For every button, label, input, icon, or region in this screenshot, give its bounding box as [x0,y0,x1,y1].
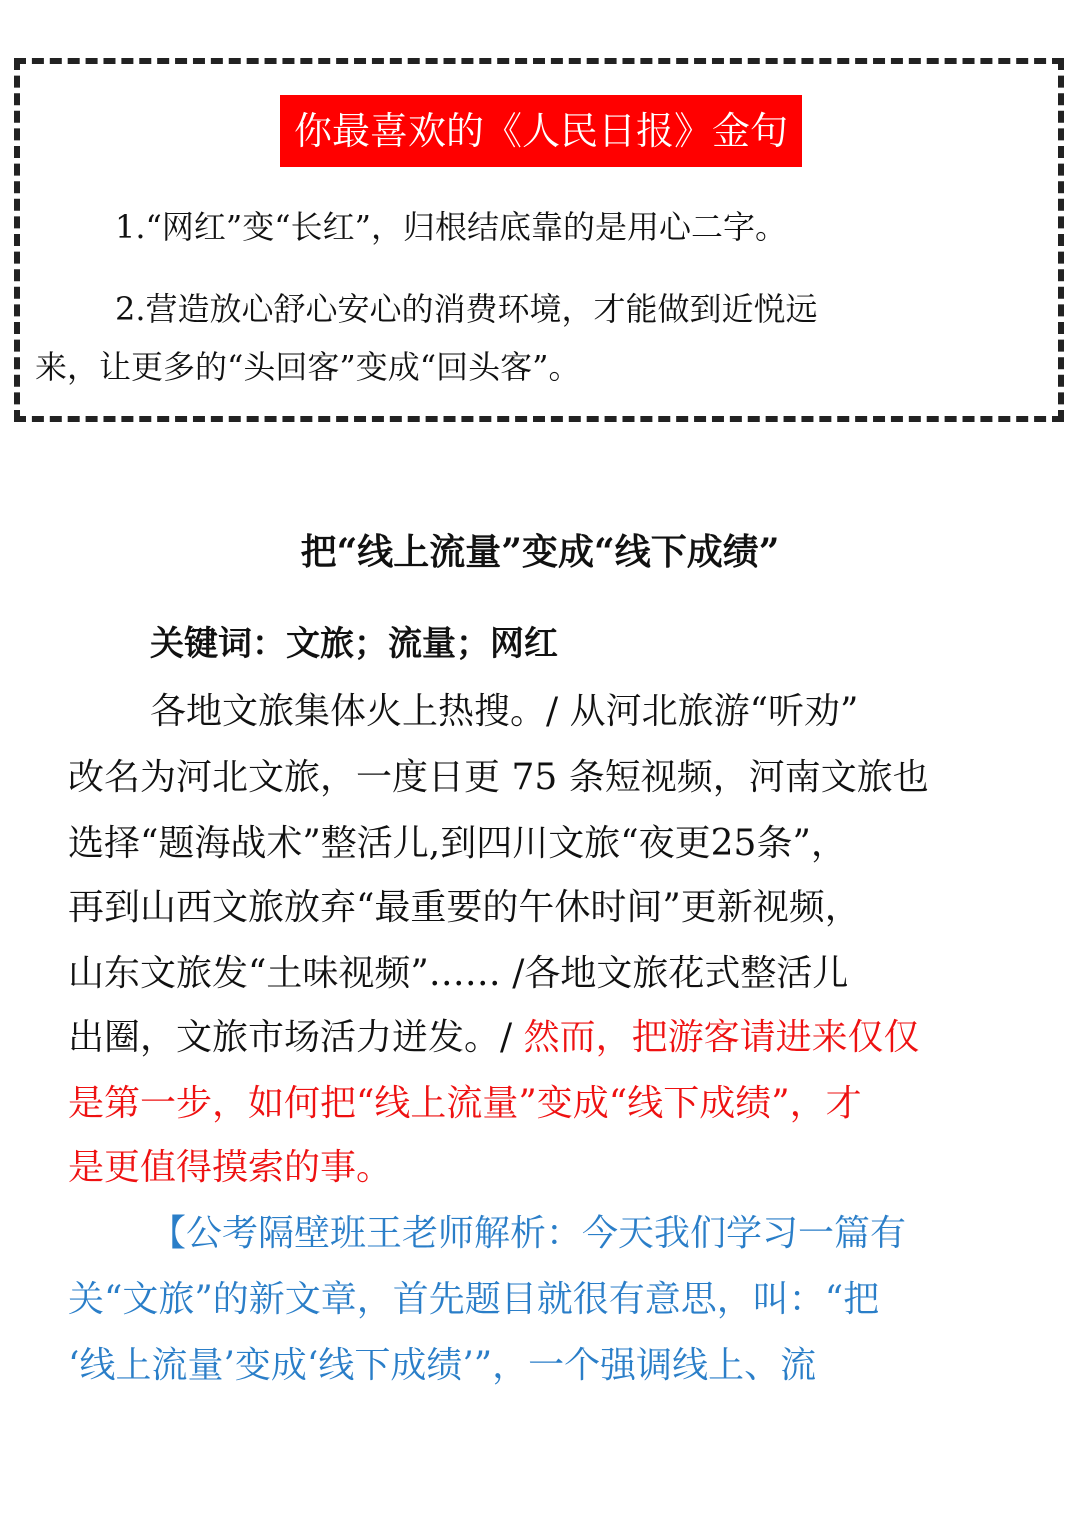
body-line-1: 各地文旅集体火上热搜。/ 从河北旅游“听劝” [150,691,859,732]
analysis-line-2: 关“文旅”的新文章，首先题目就很有意思，叫：“把 [68,1279,880,1320]
quote-box-title: 你最喜欢的《人民日报》金句 [280,95,802,167]
article-title: 把“线上流量”变成“线下成绩” [300,531,780,573]
body-line-5: 山东文旅发“土味视频”…… /各地文旅花式整活儿 [68,953,849,994]
keywords-line: 关键词：文旅；流量；网红 [150,624,558,664]
quote-2-line-2: 来，让更多的“头回客”变成“回头客”。 [35,348,581,386]
body-line-4: 再到山西文旅放弃“最重要的午休时间”更新视频， [68,887,861,928]
highlight-red-line-3: 是更值得摸索的事。 [68,1147,393,1188]
highlight-red-start: 然而，把游客请进来仅仅 [523,1017,920,1058]
body-line-6 [68,1006,920,1070]
highlight-red-line-2: 是第一步，如何把“线上流量”变成“线下成绩”，才 [68,1083,862,1124]
body-line-2: 改名为河北文旅，一度日更 75 条短视频，河南文旅也 [68,757,929,798]
analysis-line-1: 【公考隔壁班王老师解析：今天我们学习一篇有 [150,1213,907,1254]
quote-2-line-1: 2.营造放心舒心安心的消费环境，才能做到近悦远 [115,290,818,328]
body-line-6-black: 出圈，文旅市场活力迸发。/ [68,1017,524,1058]
quote-1: 1.“网红”变“长红”，归根结底靠的是用心二字。 [115,208,787,246]
analysis-line-3: ‘线上流量’变成‘线下成绩’”，一个强调线上、流 [68,1345,817,1386]
body-line-3: 选择“题海战术”整活儿,到四川文旅“夜更25条”， [68,823,847,864]
